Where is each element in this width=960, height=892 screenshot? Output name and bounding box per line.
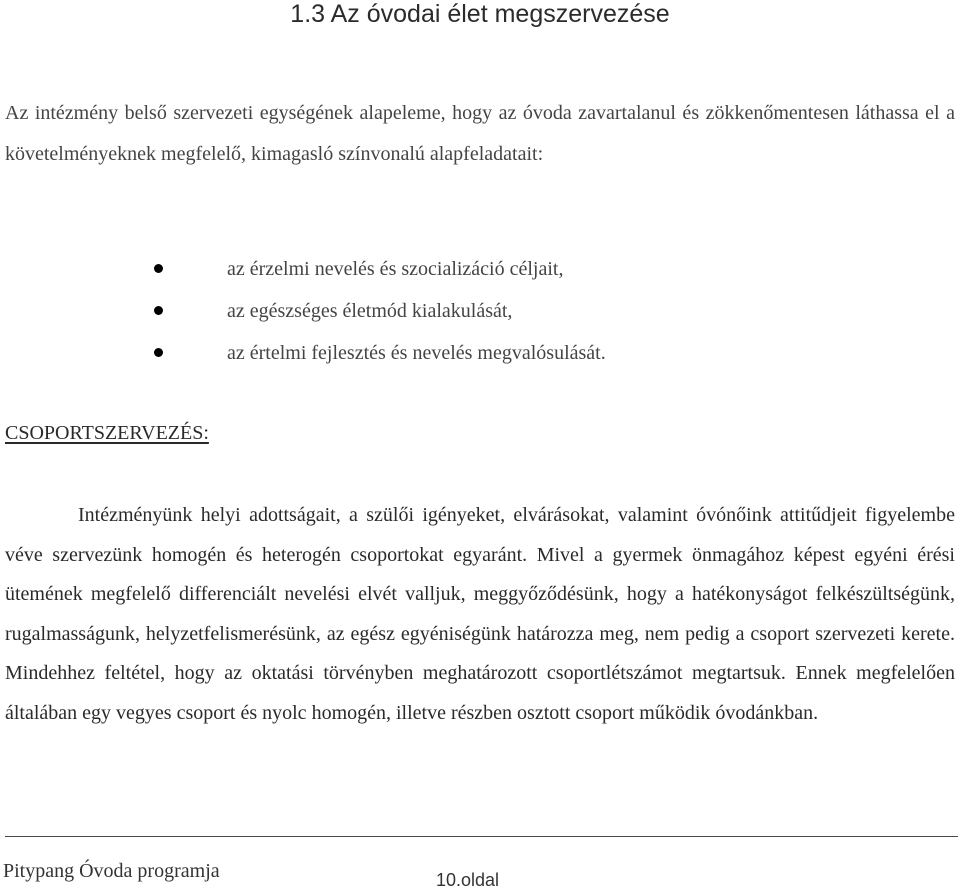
list-item: [0, 292, 960, 334]
footer-program-name: Pitypang Óvoda programja: [3, 860, 220, 882]
bullet-dot-icon: [154, 348, 163, 357]
bullet-dot-icon: [154, 264, 163, 273]
intro-paragraph: Az intézmény belső szervezeti egységének alapeleme, hogy az óvoda zavartalanul és zökkenőmentesen láthassa el a követelményeknek megfelelő, kimagasló színvonalú alapfeladatait:: [5, 102, 955, 165]
section-heading: CSOPORTSZERVEZÉS:: [5, 422, 209, 444]
list-item: [0, 334, 960, 376]
list-item: [0, 250, 960, 292]
goals-list: [0, 250, 960, 376]
list-item-text: az értelmi fejlesztés és nevelés megvalósulását.: [227, 342, 606, 364]
bullet-dot-icon: [154, 306, 163, 315]
list-item-text: az érzelmi nevelés és szocializáció céljait,: [227, 258, 564, 280]
footer-divider: [5, 836, 958, 837]
list-item-text: az egészséges életmód kialakulását,: [227, 300, 513, 322]
footer-page-number: 10.oldal: [436, 870, 500, 890]
page-title: 1.3 Az óvodai élet megszervezése: [290, 0, 670, 28]
section-body-paragraph: Intézményünk helyi adottságait, a szülői igényeket, elvárásokat, valamint óvónőink attitűdjeit figyelembe véve szervezünk homogén és heterogén csoportokat egyaránt. Mivel a gyermek önmagához képest egyéni érési ütemének megfelelő differenciált nevelési elvét valljuk, meggyőződésünk, hogy a hatékonyságot felkészültségünk, rugalmasságunk, helyzetfelismerésünk, az egész egyéniségünk határozza meg, nem pedig a csoport szervezeti kerete. Mindehhez feltétel, hogy az oktatási törvényben meghatározott csoportlétszámot megtartsuk. Ennek megfelelően általában egy vegyes csoport és nyolc homogén, illetve részben osztott csoport működik óvodánkban.: [5, 504, 955, 724]
